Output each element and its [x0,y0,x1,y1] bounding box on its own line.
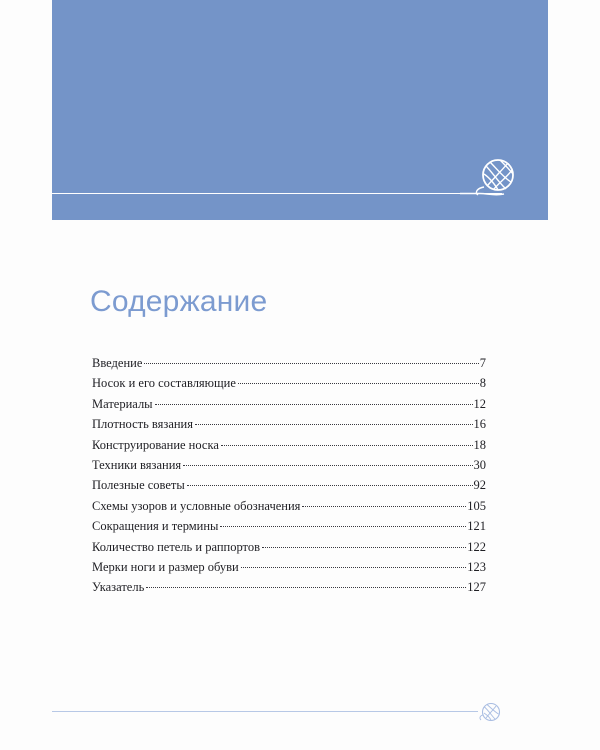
toc-entry[interactable] [92,519,486,539]
header-thread-line [52,193,502,194]
toc-entry-page: 127 [467,580,486,595]
yarn-ball-icon [460,154,520,200]
toc-entry-label: Введение [92,356,143,370]
toc-leader-dots [241,567,467,568]
toc-entry-label: Плотность вязания [92,417,194,432]
toc-leader-dots [146,587,466,588]
toc-entry[interactable] [92,417,486,437]
toc-entry-label: Техники вязания [92,457,182,472]
toc-leader-dots [144,363,478,364]
toc-entry[interactable] [92,540,486,560]
toc-entry-page: 105 [467,498,486,513]
toc-entry[interactable] [92,499,486,519]
toc-entry-label: Количество петель и раппортов [92,539,260,554]
toc-entry-page: 122 [467,539,486,554]
toc-entry-page: 8 [479,376,486,391]
yarn-ball-icon [476,700,506,724]
toc-entry-page: 7 [479,356,486,370]
header-band [52,0,548,220]
toc-entry[interactable] [92,478,486,498]
toc-leader-dots [195,424,472,425]
toc-entry-label: Носок и его составляющие [92,376,236,391]
toc-entry-label: Сокращения и термины [92,519,219,534]
toc-entry-label: Указатель [92,580,145,595]
toc-entry-page: 121 [467,519,486,534]
toc-leader-dots [302,506,466,507]
toc-entry[interactable] [92,356,486,376]
toc-entry-page: 30 [473,457,486,472]
toc-list [92,356,486,601]
toc-entry-label: Полезные советы [92,478,185,493]
toc-leader-dots [262,547,466,548]
toc-leader-dots [155,404,473,405]
toc-leader-dots [187,485,473,486]
toc-leader-dots [220,526,466,527]
toc-title: Содержание [90,285,268,318]
footer-thread-line [52,711,478,712]
toc-entry-page: 16 [473,417,486,432]
toc-leader-dots [183,465,472,466]
toc-entry-page: 92 [473,478,486,493]
toc-entry-label: Материалы [92,396,153,411]
toc-entry-label: Мерки ноги и размер обуви [92,559,239,574]
toc-entry[interactable] [92,458,486,478]
toc-entry-label: Схемы узоров и условные обозначения [92,498,301,513]
toc-entry[interactable] [92,580,486,600]
toc-entry[interactable] [92,560,486,580]
toc-entry-page: 18 [473,437,486,452]
toc-entry-page: 12 [473,396,486,411]
toc-entry[interactable] [92,376,486,396]
toc-entry[interactable] [92,397,486,417]
toc-entry-label: Конструирование носка [92,437,219,452]
toc-leader-dots [238,383,479,384]
toc-entry[interactable] [92,438,486,458]
toc-leader-dots [221,445,473,446]
toc-entry-page: 123 [467,559,486,574]
